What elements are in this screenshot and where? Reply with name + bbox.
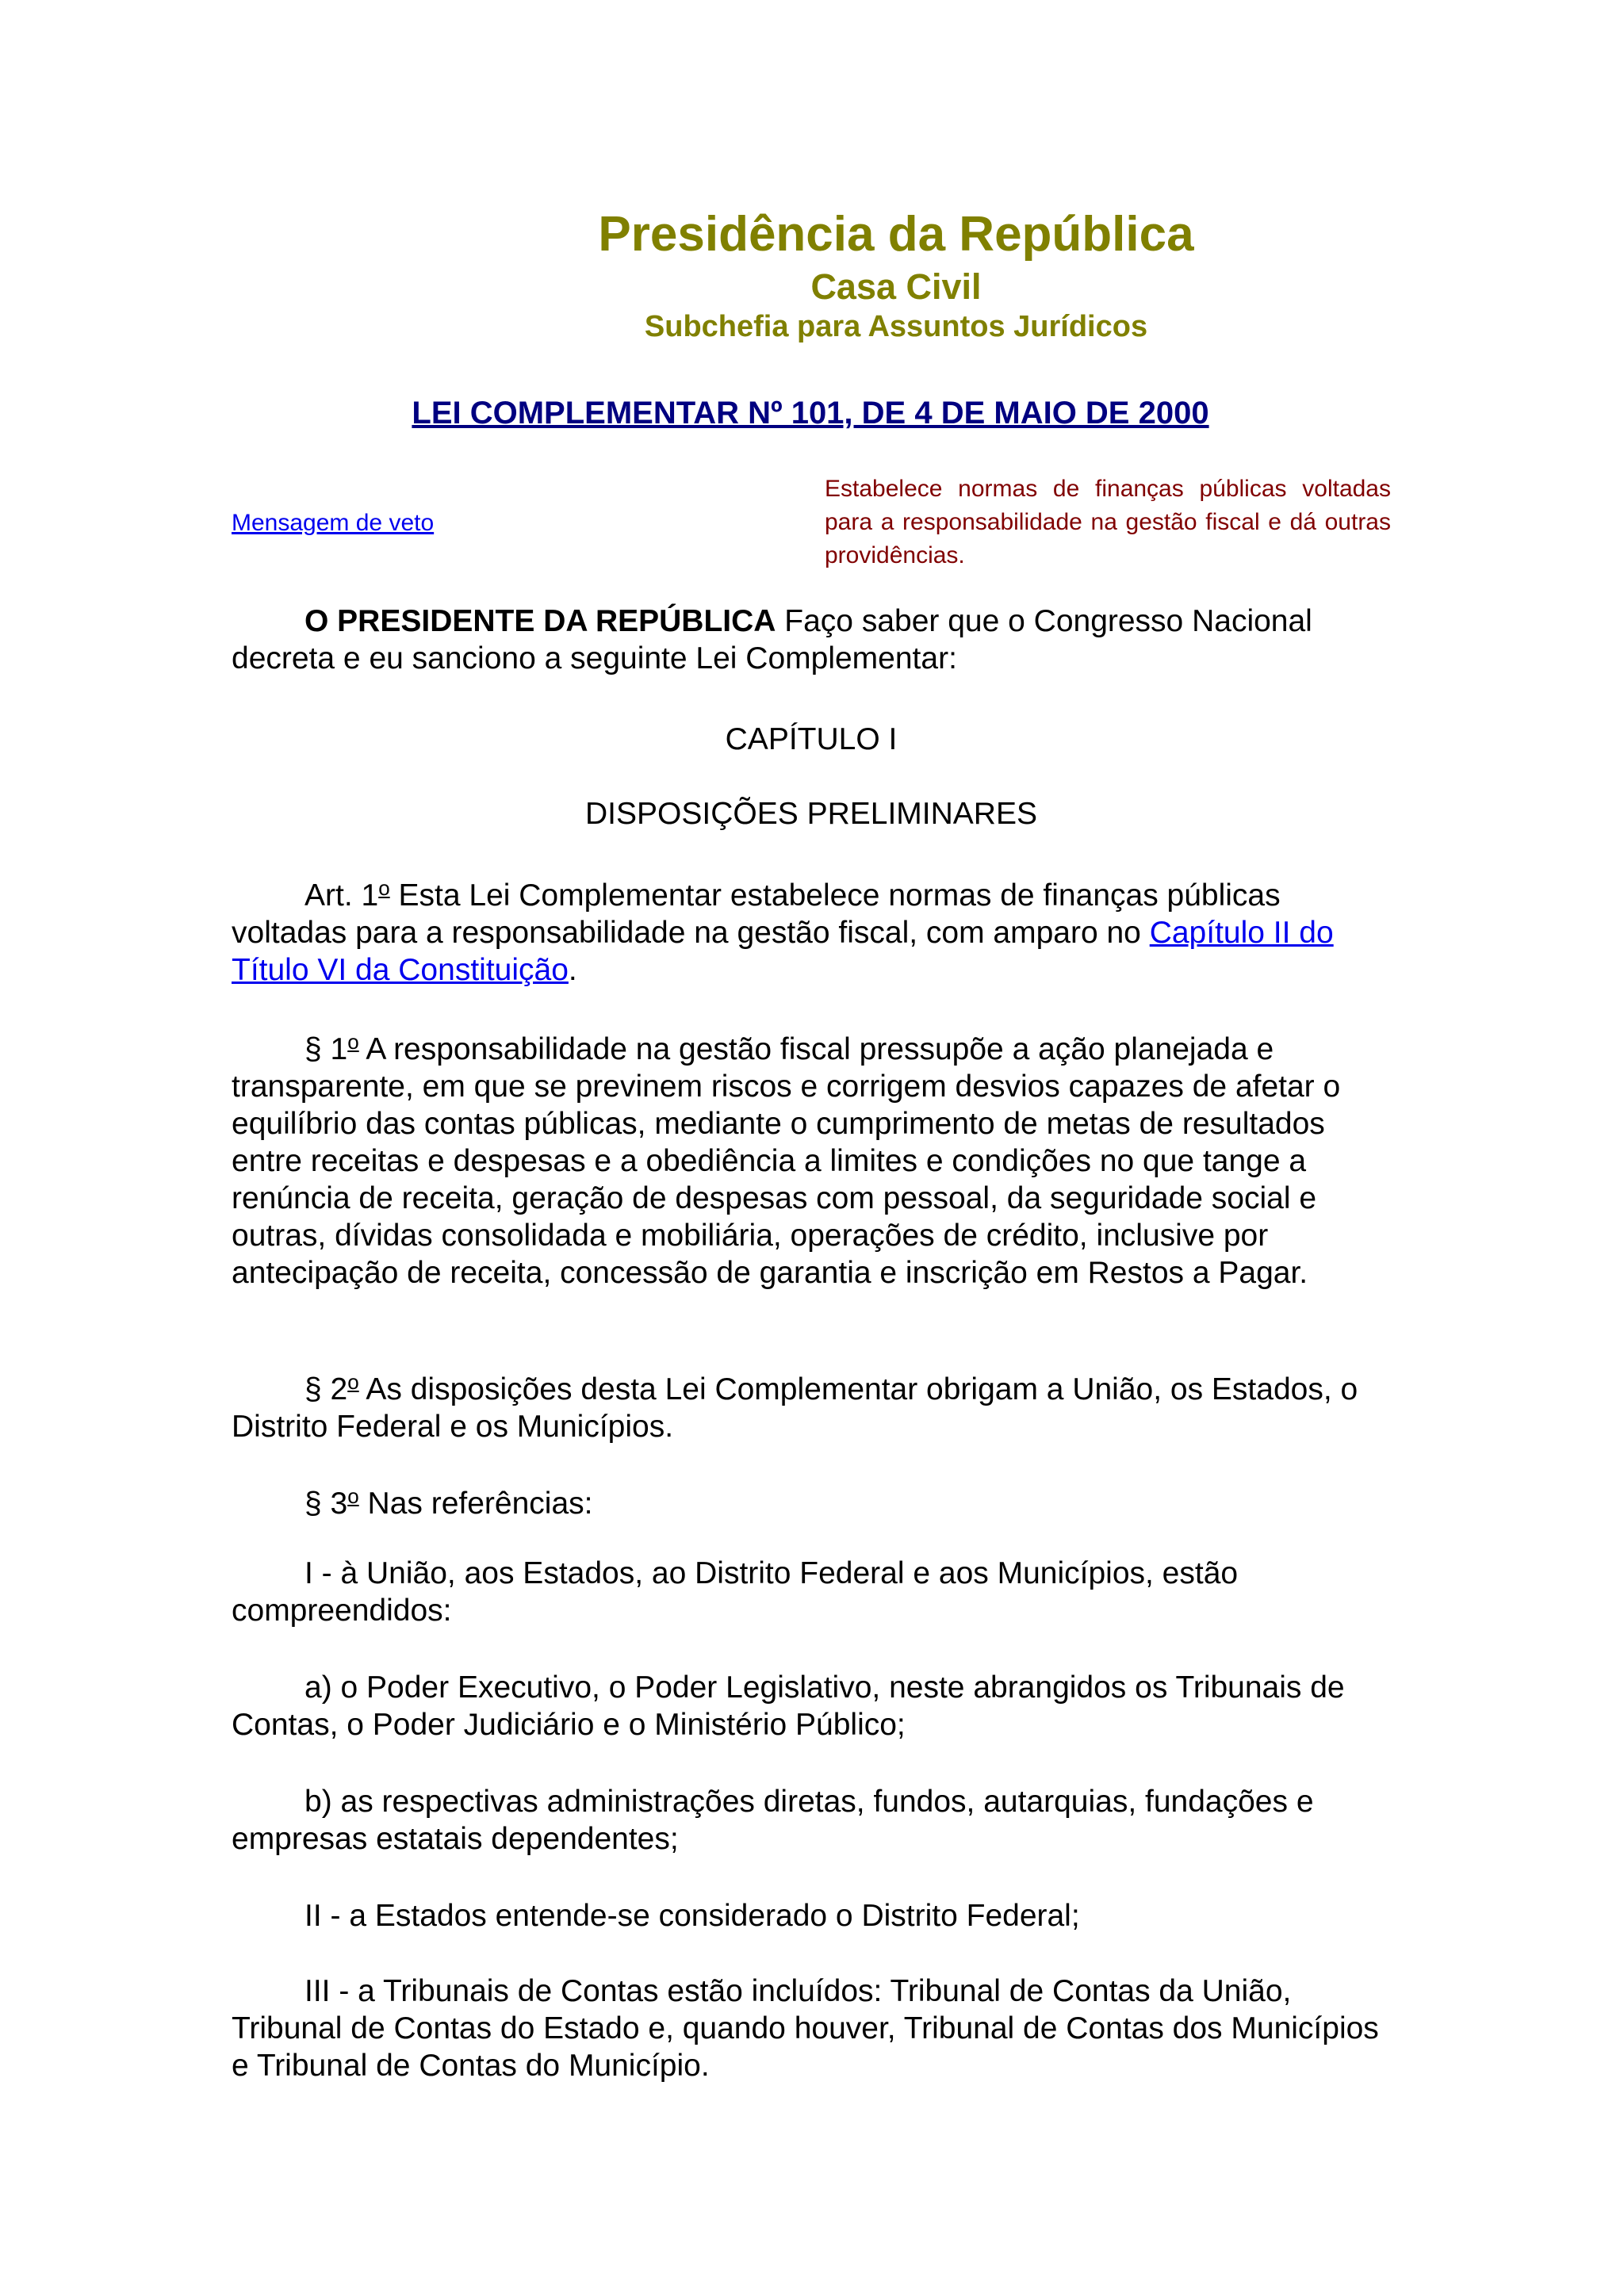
- article-1-suffix: .: [568, 953, 577, 987]
- chapter-title: DISPOSIÇÕES PRELIMINARES: [585, 797, 1037, 831]
- paragraph-1-text: A responsabilidade na gestão fiscal pressupõe a ação planejada e transparente, em que se previnem riscos e corrigem desvios capazes de afetar o equilíbrio das contas públicas, mediante o cumprimento de metas de resultados entre receitas e despesas e a obediência a limites e condições no que tange a renúncia de receita, geração de despesas com pessoal, da seguridade social e outras, dívidas consolidada e mobiliária, operações de crédito, inclusive por antecipação de receita, concessão de garantia e inscrição em Restos a Pagar.: [232, 1032, 1341, 1290]
- paragraph-2: [232, 1364, 1391, 1445]
- article-1: [232, 870, 1391, 989]
- paragraph-3-prefix: § 3: [304, 1487, 348, 1521]
- paragraph-3: [232, 1478, 1391, 1522]
- article-1-text: Esta Lei Complementar estabelece normas de finanças públicas voltadas para a responsabilidade na gestão fiscal, com amparo no: [232, 878, 1281, 950]
- paragraph-1-prefix: § 1: [304, 1032, 348, 1066]
- article-1-prefix: Art. 1: [304, 878, 379, 913]
- preamble-text: Faço saber que o Congresso Nacional decreta e eu sanciono a seguinte Lei Complementar:: [232, 604, 1312, 675]
- alinea-a: a) o Poder Executivo, o Poder Legislativo, neste abrangidos os Tribunais de Contas, o Poder Judiciário e o Ministério Público;: [232, 1670, 1345, 1742]
- ordinal-mark: o: [378, 876, 390, 900]
- constitution-chapter-link[interactable]: Capítulo II do Título VI da Constituição: [232, 916, 1334, 987]
- inciso-1: I - à União, aos Estados, ao Distrito Federal e aos Municípios, estão compreendidos:: [232, 1556, 1239, 1628]
- header-title: Presidência da República: [598, 207, 1194, 262]
- paragraph-3-text: Nas referências:: [358, 1487, 593, 1521]
- chapter-number: CAPÍTULO I: [725, 722, 898, 756]
- header-office: Subchefia para Assuntos Jurídicos: [644, 310, 1148, 343]
- ordinal-mark: o: [347, 1370, 359, 1394]
- ordinal-mark: o: [347, 1484, 359, 1508]
- veto-message-link[interactable]: Mensagem de veto: [232, 510, 435, 536]
- law-title-link[interactable]: LEI COMPLEMENTAR Nº 101, DE 4 DE MAIO DE 2000: [412, 396, 1209, 430]
- paragraph-2-prefix: § 2: [304, 1372, 348, 1406]
- ordinal-mark: o: [347, 1030, 359, 1054]
- alinea-b: b) as respectivas administrações diretas, fundos, autarquias, fundações e empresas estatais dependentes;: [232, 1785, 1314, 1856]
- paragraph-2-text: As disposições desta Lei Complementar obrigam a União, os Estados, o Distrito Federal e os Municípios.: [232, 1372, 1358, 1444]
- header-subtitle: Casa Civil: [810, 266, 982, 307]
- inciso-2: II - a Estados entende-se considerado o Distrito Federal;: [304, 1899, 1080, 1933]
- preamble-lead: O PRESIDENTE DA REPÚBLICA: [304, 604, 776, 638]
- ementa: Estabelece normas de finanças públicas voltadas para a responsabilidade na gestão fiscal e dá outras providências.: [825, 476, 1391, 568]
- preamble: [232, 603, 1391, 677]
- paragraph-1: [232, 1024, 1391, 1292]
- inciso-3: III - a Tribunais de Contas estão incluídos: Tribunal de Contas da União, Tribunal de Contas do Estado e, quando houver, Tribunal de Contas dos Municípios e Tribunal de Contas do Município.: [232, 1974, 1379, 2083]
